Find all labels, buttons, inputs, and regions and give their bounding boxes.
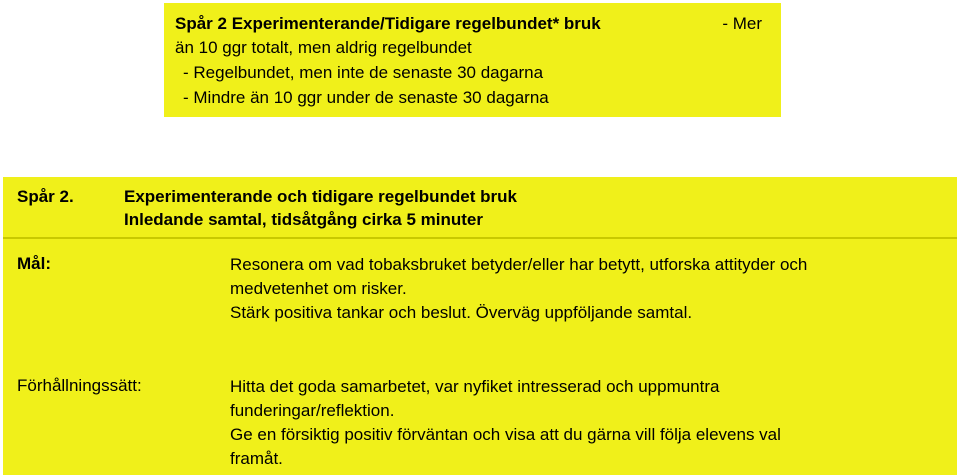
approach-line: framåt. xyxy=(230,449,283,468)
approach-line: funderingar/reflektion. xyxy=(230,401,395,420)
goal-label: Mål: xyxy=(17,254,51,273)
goal-line: Stärk positiva tankar och beslut. Överväg uppföljande samtal. xyxy=(230,303,693,322)
criteria-title: Spår 2 Experimenterande/Tidigare regelbundet* bruk xyxy=(175,14,601,33)
approach-line: Ge en försiktig positiv förväntan och visa att du gärna vill följa elevens val xyxy=(230,425,781,444)
criteria-line: - Mindre än 10 ggr under de senaste 30 dagarna xyxy=(183,88,549,107)
goal-text xyxy=(230,253,807,325)
track-subheading: Inledande samtal, tidsåtgång cirka 5 minuter xyxy=(124,210,483,229)
track-label: Spår 2. xyxy=(17,187,74,206)
divider xyxy=(3,237,957,239)
criteria-title-suffix: - Mer xyxy=(722,14,762,33)
approach-label: Förhållningssätt: xyxy=(17,376,142,395)
goal-line: medvetenhet om risker. xyxy=(230,279,407,298)
criteria-box xyxy=(164,3,781,117)
approach-line: Hitta det goda samarbetet, var nyfiket intresserad och uppmuntra xyxy=(230,377,720,396)
goal-line: Resonera om vad tobaksbruket betyder/eller har betytt, utforska attityder och xyxy=(230,255,808,274)
criteria-line: än 10 ggr totalt, men aldrig regelbundet xyxy=(175,38,472,57)
approach-text xyxy=(230,375,781,471)
track-heading: Experimenterande och tidigare regelbundet bruk xyxy=(124,187,517,206)
track-panel xyxy=(3,177,957,475)
criteria-line: - Regelbundet, men inte de senaste 30 dagarna xyxy=(183,63,544,82)
